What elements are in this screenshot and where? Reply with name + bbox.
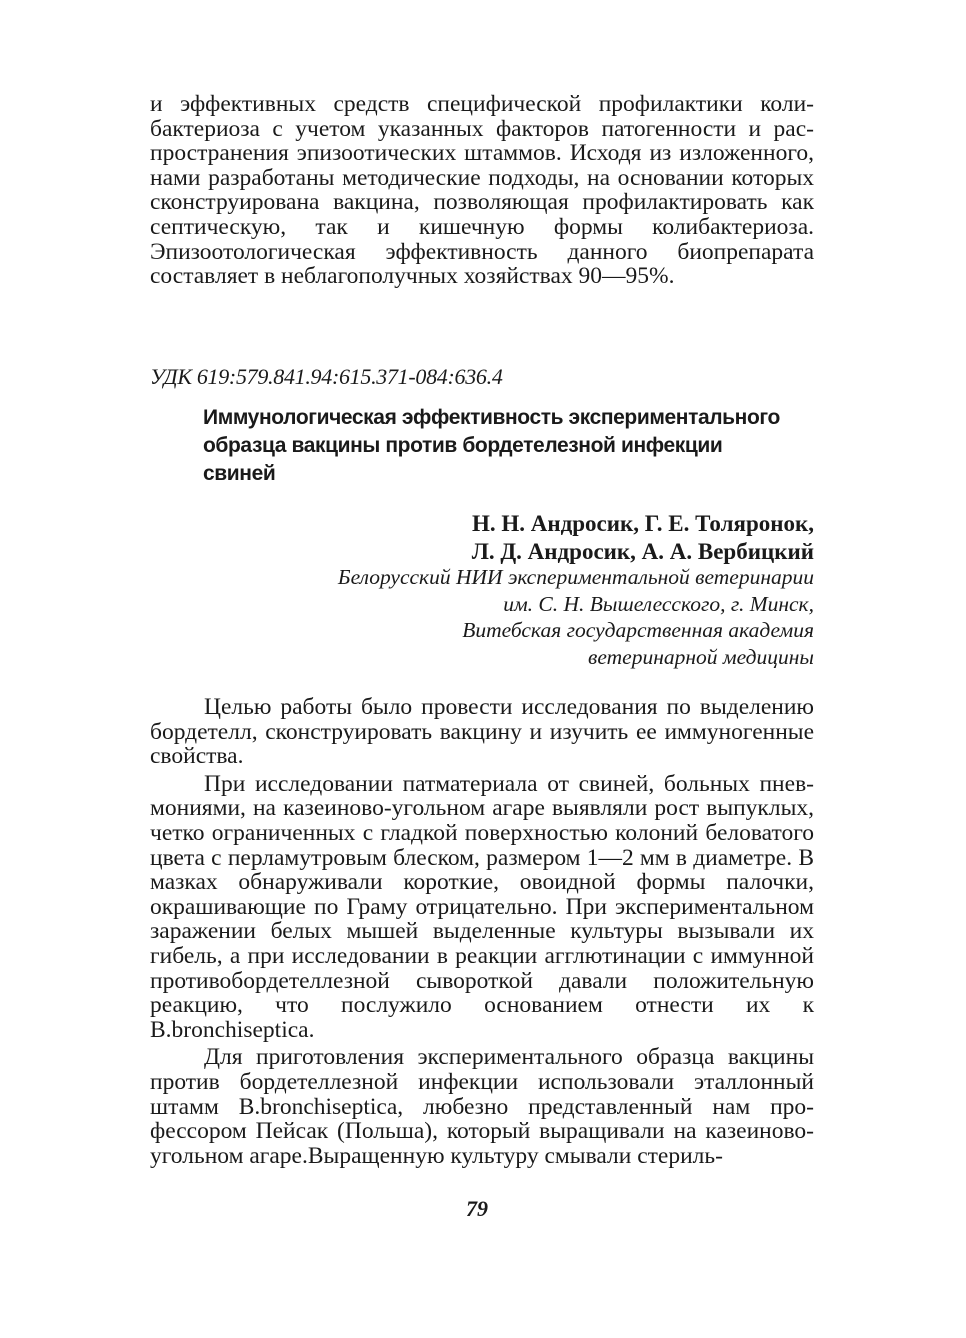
page-content	[150, 91, 814, 1169]
author-line: Н. Н. Андросик, Г. Е. Толяронок,	[471, 511, 814, 536]
body-paragraph: Для приготовления экспериментального образца вакцины против бордетеллезной инфекции использовали эталлонный штамм B.bronchiseptica, любезно представленный нам профессором Пейсак (Польша), который выращивали на казеиново-угольном агаре.Выращенную культуру смывали стериль-	[150, 1044, 814, 1169]
affiliations	[214, 564, 814, 670]
article-title	[203, 404, 823, 488]
udk-code: УДК 619:579.841.94:615.371-084:636.4	[150, 364, 503, 389]
authors	[254, 510, 814, 566]
page-number: 79	[466, 1196, 488, 1221]
affiliation-line: им. С. Н. Вышелесского, г. Минск,	[503, 591, 814, 616]
article-body	[150, 695, 814, 1171]
title-line: образца вакцины против бордетелезной инфекции	[203, 434, 723, 457]
author-line: Л. Д. Андросик, А. А. Вербицкий	[471, 539, 814, 564]
title-line: свиней	[203, 462, 276, 485]
intro-paragraph: и эффективных средств специфической профилактики колибактериоза с учетом указанных факторов патогенности и распространения эпизоотических штаммов. Исходя из изложенного, нами разработаны методические подходы, на основании которых сконструирована вакцина, позволяющая профилактировать как септическую, так и кишечную формы колибактериоза. Эпизоотологическая эффективность данного биопрепарата составляет в неблагополучных хозяйствах 90—95%.	[150, 91, 814, 290]
title-line: Иммунологическая эффективность экспериментального	[203, 406, 780, 429]
affiliation-line: Витебская государственная академия	[462, 618, 814, 642]
body-paragraph: При исследовании патматериала от свиней, больных пневмониями, на казеиново-угольном агаре выявляли рост выпуклых, четко ограниченных с гладкой поверхностью колоний беловатого цвета с перламутровым блеском, размером 1—2 мм в диаметре. В мазках обнаруживали короткие, овоидной формы палочки, окрашивающие по Граму отрицательно. При экспериментальном заражении белых мышей выделенные культуры вызывали их гибель, а при исследовании в реакции агглютинации с иммунной противобордетеллезной сывороткой давали положительную реакцию, что послужило основанием отнести их к B.bronchiseptica.	[150, 770, 814, 1043]
body-paragraph: Целью работы было провести исследования по выделению бордетелл, сконструировать вакцину и изучить ее иммуногенные свойства.	[150, 694, 814, 770]
affiliation-line: ветеринарной медицины	[588, 644, 814, 669]
affiliation-line: Белорусский НИИ экспериментальной ветеринарии	[337, 565, 814, 589]
